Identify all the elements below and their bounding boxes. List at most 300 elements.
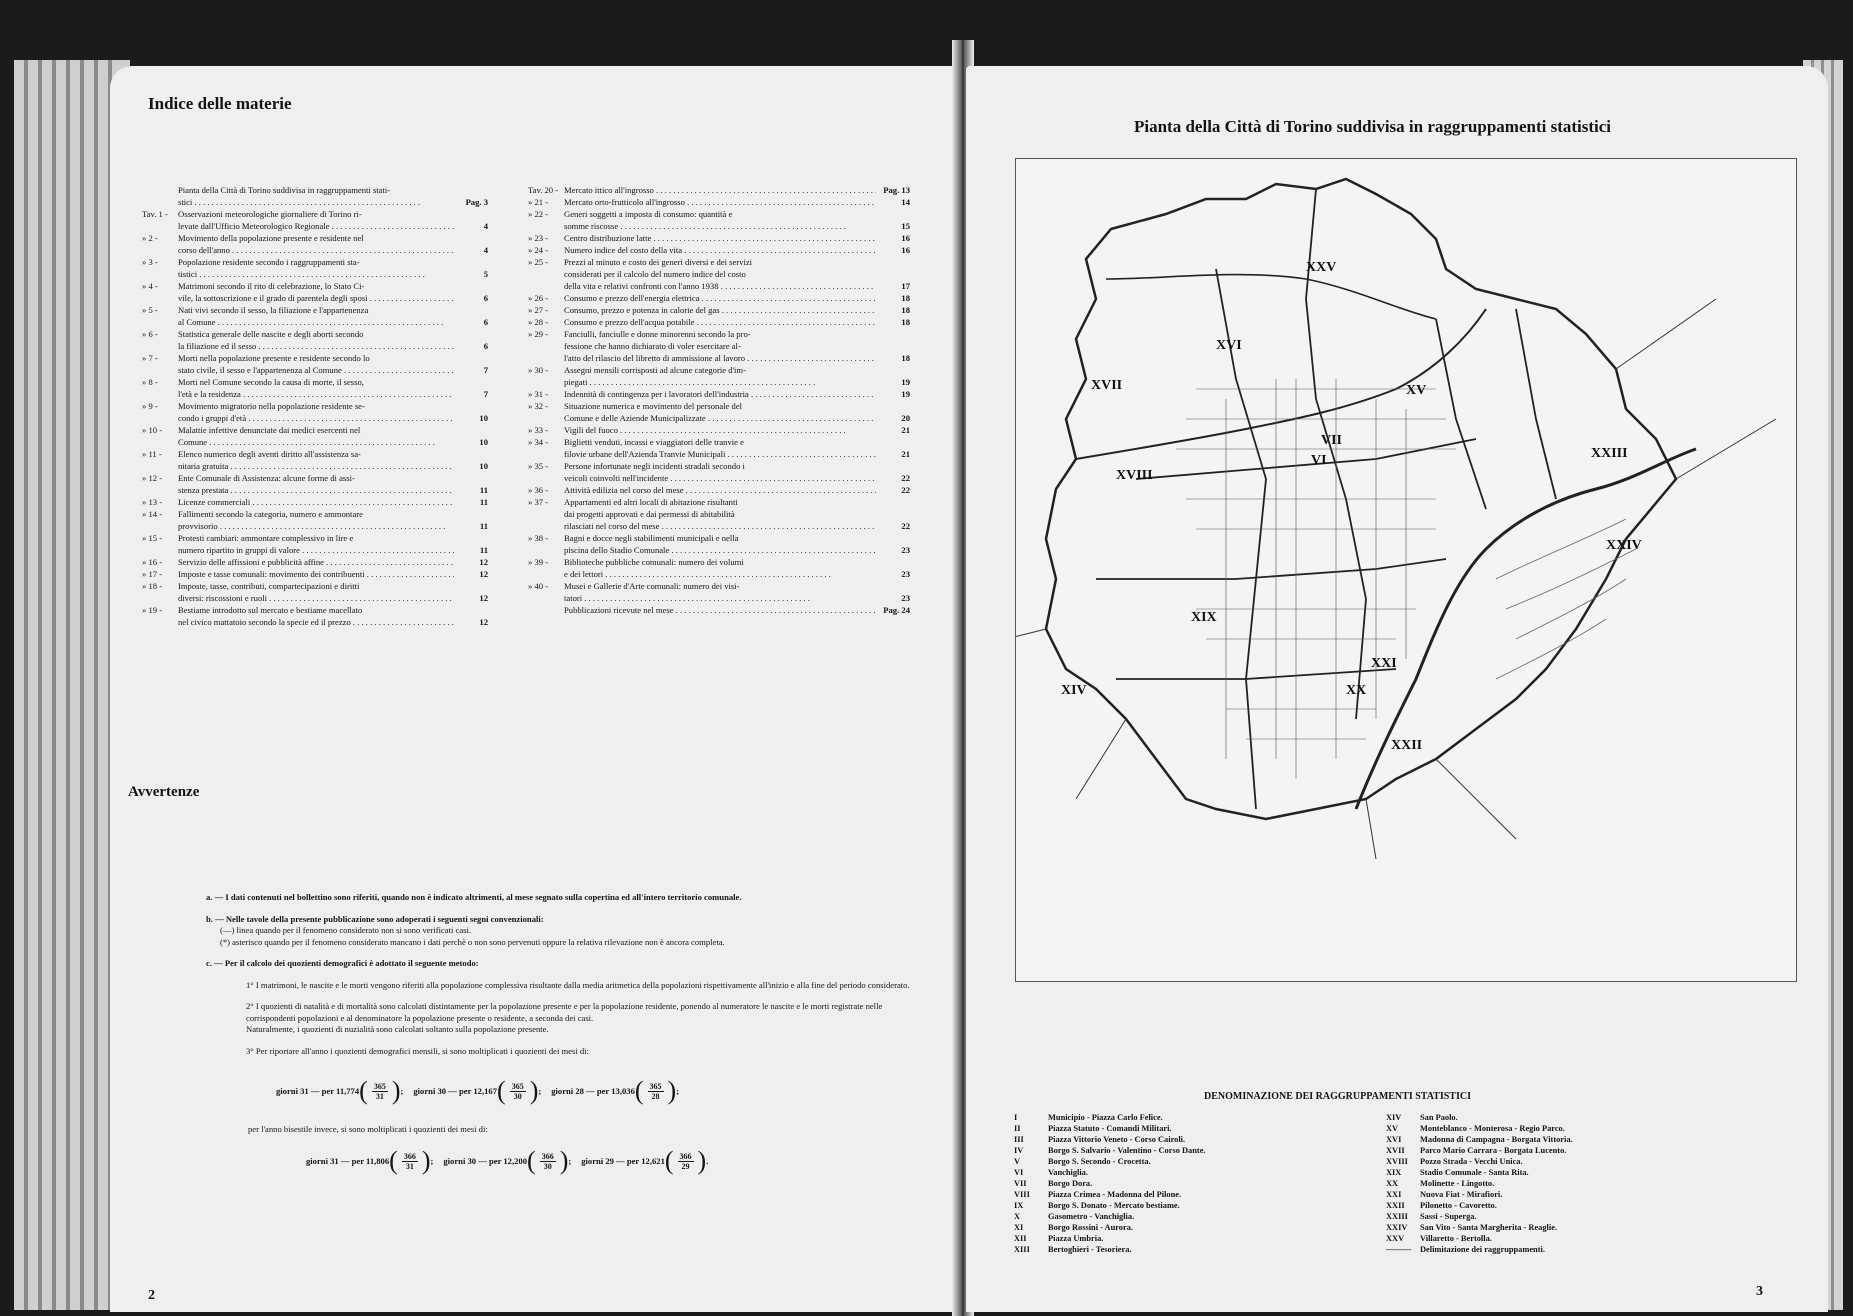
formula-prefix: giorni 31 — per 11,774	[276, 1086, 360, 1096]
toc-table-label	[528, 376, 564, 388]
toc-entry-text: Centro distribuzione latte . . .	[564, 232, 876, 244]
toc-right-entry	[528, 196, 910, 208]
toc-right-entry	[528, 604, 910, 616]
legend-district-name: Delimitazione dei raggruppamenti.	[1420, 1245, 1545, 1254]
legend-district-name: Molinette - Lingotto.	[1420, 1179, 1495, 1188]
legend-entry	[1386, 1178, 1786, 1189]
toc-page-number: 19	[901, 377, 910, 387]
formula-paren-close: )	[559, 1146, 569, 1175]
toc-left-entry	[142, 616, 488, 628]
toc-entry-text: Mercato orto-frutticolo all'ingrosso . . .	[564, 196, 876, 208]
toc-entry-text: somme riscosse . . .	[564, 220, 876, 232]
toc-page-number	[876, 460, 910, 472]
toc-right-entry	[528, 220, 910, 232]
toc-entry-text: corso dell'anno . . .	[178, 244, 454, 256]
toc-page-number	[454, 304, 488, 316]
legend-district-name: Borgo Dora.	[1048, 1179, 1093, 1188]
toc-table-label	[142, 184, 178, 196]
map-district-label: XXIV	[1606, 538, 1642, 553]
map-district-label: XIV	[1061, 683, 1087, 698]
toc-left-entry	[142, 424, 488, 436]
toc-entry-text: Pianta della Città di Torino suddivisa in raggruppamenti stati-	[178, 185, 391, 195]
toc-left-entry	[142, 340, 488, 352]
fraction-denominator: 31	[375, 1091, 384, 1101]
toc-entry-text: Assegni mensili corrisposti ad alcune categorie d'im-	[564, 365, 746, 375]
toc-table-label: » 37 -	[528, 497, 549, 507]
toc-table-label: » 12 -	[142, 473, 163, 483]
toc-entry-text: Nati vivi secondo il sesso, la filiazione e l'appartenenza	[178, 305, 369, 315]
toc-entry-text: nel civico mattatoio secondo la specie ed il prezzo . . .	[178, 616, 454, 628]
toc-entry-text: Musei e Gallerie d'Arte comunali: numero dei visi-	[564, 581, 740, 591]
avvertenze-notes	[206, 892, 910, 1067]
toc-page-number: Pag. 3	[465, 197, 488, 207]
toc-table-label: » 38 -	[528, 533, 549, 543]
toc-page-number: 17	[901, 281, 910, 291]
legend-column-right	[1386, 1112, 1786, 1255]
toc-page-number	[454, 280, 488, 292]
toc-table-label	[142, 268, 178, 280]
toc-page-number	[876, 556, 910, 568]
legend-entry	[1386, 1222, 1786, 1233]
legend-district-name: Piazza Statuto - Comandi Militari.	[1048, 1124, 1172, 1133]
toc-page-number: 21	[901, 425, 910, 435]
legend-district-number: XI	[1014, 1223, 1024, 1232]
toc-entry-text: Pubblicazioni ricevute nel mese . . .	[564, 604, 876, 616]
toc-table-label: » 28 -	[528, 317, 549, 327]
toc-page-number	[454, 400, 488, 412]
legend-district-number: XVII	[1386, 1146, 1405, 1155]
toc-table-label: » 4 -	[142, 281, 158, 291]
toc-entry-text: considerati per il calcolo del numero indice del costo	[564, 269, 746, 279]
toc-page-number: 14	[901, 197, 910, 207]
toc-page-number: 21	[901, 449, 910, 459]
legend-district-name: Municipio - Piazza Carlo Felice.	[1048, 1113, 1163, 1122]
toc-page-number	[876, 340, 910, 352]
note-b2: (*) asterisco quando per il fenomeno considerato mancano i dati perchè o non sono pervenuti oppure la relativa rilevazione non è ancora completa.	[220, 936, 725, 947]
fraction-numerator: 366	[541, 1151, 554, 1161]
toc-left-entry	[142, 232, 488, 244]
formula-prefix: giorni 31 — per 11,806	[306, 1156, 390, 1166]
toc-page-number	[454, 256, 488, 268]
toc-right-entry	[528, 256, 910, 268]
toc-entry-text: Persone infortunate negli incidenti stradali secondo i	[564, 461, 745, 471]
toc-entry-text: Licenze commerciali . . .	[178, 496, 454, 508]
legend-entry	[1014, 1145, 1354, 1156]
formula-paren-close: )	[697, 1146, 707, 1175]
toc-page-number: 10	[479, 461, 488, 471]
fraction-numerator: 365	[511, 1081, 524, 1091]
toc-page-number	[876, 208, 910, 220]
toc-entry-text: fessione che hanno dichiarato di voler esercitare al-	[564, 341, 741, 351]
legend-district-name: Borgo Rossini - Aurora.	[1048, 1223, 1133, 1232]
toc-left-entry	[142, 364, 488, 376]
legend-district-name: Borgo S. Donato - Mercato bestiame.	[1048, 1201, 1180, 1210]
legend-district-number: IX	[1014, 1201, 1024, 1210]
toc-left-entry	[142, 520, 488, 532]
toc-table-label: Tav. 1 -	[142, 209, 168, 219]
toc-right-entry	[528, 436, 910, 448]
toc-page-number: 22	[901, 485, 910, 495]
toc-table-label	[142, 436, 178, 448]
toc-page-number: 6	[483, 341, 488, 351]
map-district-label: XVI	[1216, 338, 1242, 353]
toc-left-entry	[142, 448, 488, 460]
formula-prefix: giorni 28 — per 13,036	[551, 1086, 635, 1096]
toc-right-entry	[528, 352, 910, 364]
toc-column-right	[528, 184, 910, 616]
toc-right-entry	[528, 472, 910, 484]
toc-page-number: 7	[483, 365, 488, 375]
note-c2b: Naturalmente, i quozienti di nuzialità sono calcolati soltanto sulla popolazione presente.	[246, 1024, 549, 1034]
toc-left-entry	[142, 604, 488, 616]
legend-district-number: VIII	[1014, 1190, 1030, 1199]
toc-table-label	[528, 568, 564, 580]
toc-table-label: » 25 -	[528, 257, 549, 267]
toc-table-label: » 36 -	[528, 485, 549, 495]
map-district-label: XV	[1406, 383, 1427, 398]
toc-table-label: » 21 -	[528, 197, 549, 207]
toc-entry-text: Attività edilizia nel corso del mese . . .	[564, 484, 876, 496]
toc-table-label: » 8 -	[142, 377, 158, 387]
toc-page-number: 15	[901, 221, 910, 231]
fraction-numerator: 366	[403, 1151, 416, 1161]
toc-entry-text: Movimento migratorio nella popolazione residente se-	[178, 401, 365, 411]
toc-table-label	[528, 280, 564, 292]
toc-table-label	[142, 292, 178, 304]
legend-entry	[1014, 1200, 1354, 1211]
toc-left-entry	[142, 376, 488, 388]
toc-table-label: » 34 -	[528, 437, 549, 447]
toc-table-label: » 17 -	[142, 569, 163, 579]
formula-separator: ;	[676, 1086, 680, 1096]
toc-left-entry	[142, 196, 488, 208]
toc-left-entry	[142, 556, 488, 568]
toc-column-left	[142, 184, 488, 628]
toc-page-number: 18	[901, 353, 910, 363]
toc-table-label	[528, 448, 564, 460]
legend-entry	[1386, 1156, 1786, 1167]
toc-table-label: » 22 -	[528, 209, 549, 219]
toc-table-label: » 3 -	[142, 257, 158, 267]
toc-right-entry	[528, 304, 910, 316]
toc-table-label	[142, 592, 178, 604]
map-district-label: XXIII	[1591, 446, 1628, 461]
legend-district-name: Stadio Comunale - Santa Rita.	[1420, 1168, 1529, 1177]
legend-district-name: San Paolo.	[1420, 1113, 1458, 1122]
toc-table-label	[528, 604, 564, 616]
toc-left-entry	[142, 304, 488, 316]
fraction-denominator: 29	[681, 1161, 690, 1171]
toc-entry-text: Imposte, tasse, contributi, compartecipazioni e diritti	[178, 581, 360, 591]
toc-entry-text: Protesti cambiari: ammontare complessivo in lire e	[178, 533, 354, 543]
toc-table-label: » 33 -	[528, 425, 549, 435]
toc-left-entry	[142, 292, 488, 304]
toc-entry-text: filovie urbane dell'Azienda Tranvie Municipali . . .	[564, 448, 876, 460]
legend-district-number: XIII	[1014, 1245, 1030, 1254]
legend-column-left	[1014, 1112, 1354, 1255]
toc-table-label: » 30 -	[528, 365, 549, 375]
toc-right-entry	[528, 292, 910, 304]
fraction-denominator: 31	[405, 1161, 414, 1171]
formula-separator: ;	[430, 1156, 434, 1166]
toc-left-entry	[142, 580, 488, 592]
toc-page-number	[454, 448, 488, 460]
toc-right-entry	[528, 268, 910, 280]
legend-district-number: XV	[1386, 1124, 1399, 1133]
map-district-label: XXI	[1371, 656, 1397, 671]
toc-page-number	[876, 256, 910, 268]
map-district-label: XVII	[1091, 378, 1123, 393]
toc-entry-text: rilasciati nel corso del mese . . .	[564, 520, 876, 532]
toc-table-label	[142, 460, 178, 472]
toc-table-label: » 2 -	[142, 233, 158, 243]
toc-right-entry	[528, 412, 910, 424]
toc-left-entry	[142, 268, 488, 280]
legend-district-number: XXIII	[1386, 1212, 1408, 1221]
toc-page-number: 16	[901, 233, 910, 243]
legend-entry	[1014, 1222, 1354, 1233]
toc-entry-text: Biblioteche pubbliche comunali: numero dei volumi	[564, 557, 744, 567]
toc-entry-text: della vita e relativi confronti con l'anno 1938 . . .	[564, 280, 876, 292]
toc-page-number: 11	[479, 521, 488, 531]
toc-left-entry	[142, 184, 488, 196]
toc-table-label	[528, 340, 564, 352]
toc-entry-text: Matrimoni secondo il rito di celebrazione, lo Stato Ci-	[178, 281, 365, 291]
toc-table-label: Tav. 20 -	[528, 185, 559, 195]
legend-district-name: Nuova Fiat - Mirafiori.	[1420, 1190, 1503, 1199]
note-c3: 3° Per riportare all'anno i quozienti demografici mensili, si sono moltiplicati i quozienti dei mesi di:	[246, 1045, 589, 1056]
formula-leap-year	[306, 1148, 708, 1174]
toc-page-number: 23	[901, 545, 910, 555]
legend-entry	[1014, 1156, 1354, 1167]
toc-entry-text: piscina dello Stadio Comunale . . .	[564, 544, 876, 556]
toc-table-label: » 32 -	[528, 401, 549, 411]
toc-right-entry	[528, 592, 910, 604]
left-page	[110, 66, 960, 1312]
legend-district-name: Borgo S. Salvario - Valentino - Corso Dante.	[1048, 1146, 1206, 1155]
toc-entry-text: levate dall'Ufficio Meteorologico Regionale . . .	[178, 220, 454, 232]
toc-entry-text: Vigili del fuoco . . .	[564, 424, 876, 436]
formula-fraction	[510, 1082, 526, 1101]
toc-table-label	[142, 544, 178, 556]
toc-table-label: » 14 -	[142, 509, 163, 519]
turin-map-graphic	[1016, 159, 1796, 981]
toc-left-entry	[142, 220, 488, 232]
toc-table-label	[142, 220, 178, 232]
toc-page-number: 12	[479, 593, 488, 603]
toc-table-label: » 13 -	[142, 497, 163, 507]
toc-entry-text: diversi: riscossioni e ruoli . . .	[178, 592, 454, 604]
note-leap: per l'anno bisestile invece, si sono moltiplicati i quozienti dei mesi di:	[248, 1124, 488, 1134]
toc-right-entry	[528, 460, 910, 472]
legend-district-number: XXII	[1386, 1201, 1405, 1210]
legend-district-number: ———	[1386, 1245, 1412, 1254]
toc-right-entry	[528, 496, 910, 508]
note-b1: (—) linea quando per il fenomeno considerato non si sono verificati casi.	[220, 925, 472, 935]
toc-page-number	[876, 532, 910, 544]
toc-table-label: » 16 -	[142, 557, 163, 567]
toc-right-entry	[528, 340, 910, 352]
toc-entry-text: la filiazione ed il sesso . . .	[178, 340, 454, 352]
toc-table-label	[528, 472, 564, 484]
toc-page-number	[454, 424, 488, 436]
legend-district-number: XIV	[1386, 1113, 1402, 1122]
legend-district-name: Pozzo Strada - Vecchi Unica.	[1420, 1157, 1523, 1166]
toc-table-label	[528, 508, 564, 520]
toc-entry-text: dai progetti approvati e dai permessi di abitabilità	[564, 509, 735, 519]
formula-paren-open: (	[497, 1076, 506, 1105]
toc-entry-text: Fallimenti secondo la categoria, numero e ammontare	[178, 509, 363, 519]
legend-district-name: Monteblanco - Monterosa - Regio Parco.	[1420, 1124, 1565, 1133]
toc-right-entry	[528, 520, 910, 532]
toc-right-entry	[528, 484, 910, 496]
page-header-right: Pianta della Città di Torino suddivisa in raggruppamenti statistici	[1134, 117, 1612, 136]
toc-entry-text: Malattie infettive denunciate dai medici esercenti nel	[178, 425, 361, 435]
legend-entry	[1386, 1112, 1786, 1123]
toc-entry-text: Numero indice del costo della vita . . .	[564, 244, 876, 256]
legend-entry	[1386, 1167, 1786, 1178]
legend-title: DENOMINAZIONE DEI RAGGRUPPAMENTI STATISTICI	[1204, 1091, 1471, 1102]
legend-district-number: XXIV	[1386, 1223, 1408, 1232]
toc-entry-text: Situazione numerica e movimento del personale del	[564, 401, 743, 411]
legend-entry	[1386, 1233, 1786, 1244]
legend-district-name: San Vito - Santa Margherita - Reaglie.	[1420, 1223, 1558, 1232]
toc-table-label: » 24 -	[528, 245, 549, 255]
toc-right-entry	[528, 208, 910, 220]
legend-entry	[1386, 1244, 1786, 1255]
legend-district-number: X	[1014, 1212, 1021, 1221]
legend-entry	[1386, 1200, 1786, 1211]
toc-entry-text: Consumo, prezzo e potenza in calorie del gas . . .	[564, 304, 876, 316]
legend-district-name: Bertoghieri - Tesoriera.	[1048, 1245, 1132, 1254]
formula-paren-open: (	[389, 1146, 398, 1175]
note-c2: 2° I quozienti di natalità e di mortalità sono calcolati distintamente per la popolazione presente e per la popolazione residente, ponendo al numeratore le nascite e le morti registrate nelle corrispondenti popolazioni e al denominatore la popolazione presente o residente, a seconda dei casi.	[246, 1001, 883, 1023]
toc-table-label: » 9 -	[142, 401, 158, 411]
fraction-numerator: 366	[679, 1151, 692, 1161]
toc-table-label	[528, 544, 564, 556]
toc-left-entry	[142, 328, 488, 340]
toc-entry-text: Elenco numerico degli aventi diritto all'assistenza sa-	[178, 449, 361, 459]
toc-entry-text: Appartamenti ed altri locali di abitazione risultanti	[564, 497, 738, 507]
toc-page-number	[876, 496, 910, 508]
legend-district-number: I	[1014, 1113, 1018, 1122]
toc-table-label: » 15 -	[142, 533, 163, 543]
legend-district-name: Borgo S. Secondo - Crocetta.	[1048, 1157, 1151, 1166]
toc-entry-text: Morti nella popolazione presente e residente secondo lo	[178, 353, 370, 363]
legend-district-name: Pilonetto - Cavoretto.	[1420, 1201, 1497, 1210]
toc-entry-text: provvisorio . . .	[178, 520, 454, 532]
toc-page-number: 23	[901, 569, 910, 579]
map-district-label: VI	[1311, 453, 1327, 468]
legend-district-name: Parco Mario Carrara - Borgata Lucento.	[1420, 1146, 1567, 1155]
toc-table-label	[142, 196, 178, 208]
legend-district-name: Piazza Umbria.	[1048, 1234, 1104, 1243]
page-number-left: 2	[148, 1288, 155, 1303]
formula-fraction	[678, 1152, 694, 1171]
fraction-denominator: 30	[543, 1161, 552, 1171]
toc-page-number: 11	[479, 545, 488, 555]
toc-entry-text: al Comune . . .	[178, 316, 454, 328]
toc-page-number: 12	[479, 617, 488, 627]
formula-paren-close: )	[667, 1076, 677, 1105]
formula-prefix: giorni 30 — per 12,200	[443, 1156, 528, 1166]
toc-table-label: » 35 -	[528, 461, 549, 471]
note-c: c. — Per il calcolo dei quozienti demografici è adottato il seguente metodo:	[206, 958, 479, 968]
toc-table-label: » 18 -	[142, 581, 163, 591]
toc-entry-text: Comune . . .	[178, 436, 454, 448]
toc-table-label: » 5 -	[142, 305, 158, 315]
toc-entry-text: Movimento della popolazione presente e residente nel	[178, 233, 364, 243]
toc-entry-text: Consumo e prezzo dell'energia elettrica . . .	[564, 292, 876, 304]
note-a: a. — I dati contenuti nel bollettino sono riferiti, quando non è indicato altrimenti, al mese segnato sulla copertina ed all'intero territorio comunale.	[206, 892, 742, 902]
toc-right-entry	[528, 364, 910, 376]
formula-paren-close: )	[391, 1076, 401, 1105]
toc-page-number: Pag. 13	[883, 185, 910, 195]
toc-entry-text: Servizio delle affissioni e pubblicità affine . . .	[178, 556, 454, 568]
legend-district-name: Madonna di Campagna - Borgata Vittoria.	[1420, 1135, 1573, 1144]
fraction-denominator: 28	[651, 1091, 660, 1101]
toc-page-number: Pag. 24	[883, 605, 910, 615]
formula-fraction	[540, 1152, 556, 1171]
toc-page-number: 6	[483, 293, 488, 303]
legend-district-number: VI	[1014, 1168, 1024, 1177]
toc-page-number	[454, 472, 488, 484]
map-district-label: XIX	[1191, 610, 1217, 625]
toc-page-number: 18	[901, 305, 910, 315]
toc-page-number	[876, 328, 910, 340]
toc-table-label: » 10 -	[142, 425, 163, 435]
toc-right-entry	[528, 328, 910, 340]
legend-district-number: XII	[1014, 1234, 1027, 1243]
toc-right-entry	[528, 244, 910, 256]
toc-entry-text: numero ripartito in gruppi di valore . . .	[178, 544, 454, 556]
formula-paren-open: (	[527, 1146, 536, 1175]
toc-right-entry	[528, 508, 910, 520]
legend-district-number: III	[1014, 1135, 1024, 1144]
toc-page-number	[454, 208, 488, 220]
toc-page-number: 18	[901, 293, 910, 303]
toc-right-entry	[528, 580, 910, 592]
toc-entry-text: Indennità di contingenza per i lavoratori dell'industria . . .	[564, 388, 876, 400]
formula-fraction	[372, 1082, 388, 1101]
formula-separator: ;	[538, 1086, 542, 1096]
turin-map	[1015, 158, 1797, 982]
toc-table-label	[528, 352, 564, 364]
fraction-denominator: 30	[513, 1091, 522, 1101]
toc-page-number	[454, 328, 488, 340]
legend-district-number: IV	[1014, 1146, 1024, 1155]
toc-table-label	[528, 592, 564, 604]
formula-prefix: giorni 29 — per 12,621	[581, 1156, 665, 1166]
toc-left-entry	[142, 484, 488, 496]
toc-page-number: 16	[901, 245, 910, 255]
map-district-label: XX	[1346, 683, 1367, 698]
toc-page-number: 7	[483, 389, 488, 399]
toc-right-entry	[528, 184, 910, 196]
toc-left-entry	[142, 544, 488, 556]
toc-table-label: » 40 -	[528, 581, 549, 591]
formula-separator: .	[706, 1156, 709, 1166]
toc-table-label: » 26 -	[528, 293, 549, 303]
map-district-label: XXII	[1391, 738, 1423, 753]
toc-left-entry	[142, 388, 488, 400]
toc-entry-text: Mercato ittico all'ingrosso . . .	[564, 184, 876, 196]
toc-table-label: » 11 -	[142, 449, 162, 459]
fraction-numerator: 365	[649, 1081, 662, 1091]
toc-page-number	[876, 268, 910, 280]
toc-entry-text: stici . . .	[178, 196, 454, 208]
toc-table-label: » 31 -	[528, 389, 549, 399]
